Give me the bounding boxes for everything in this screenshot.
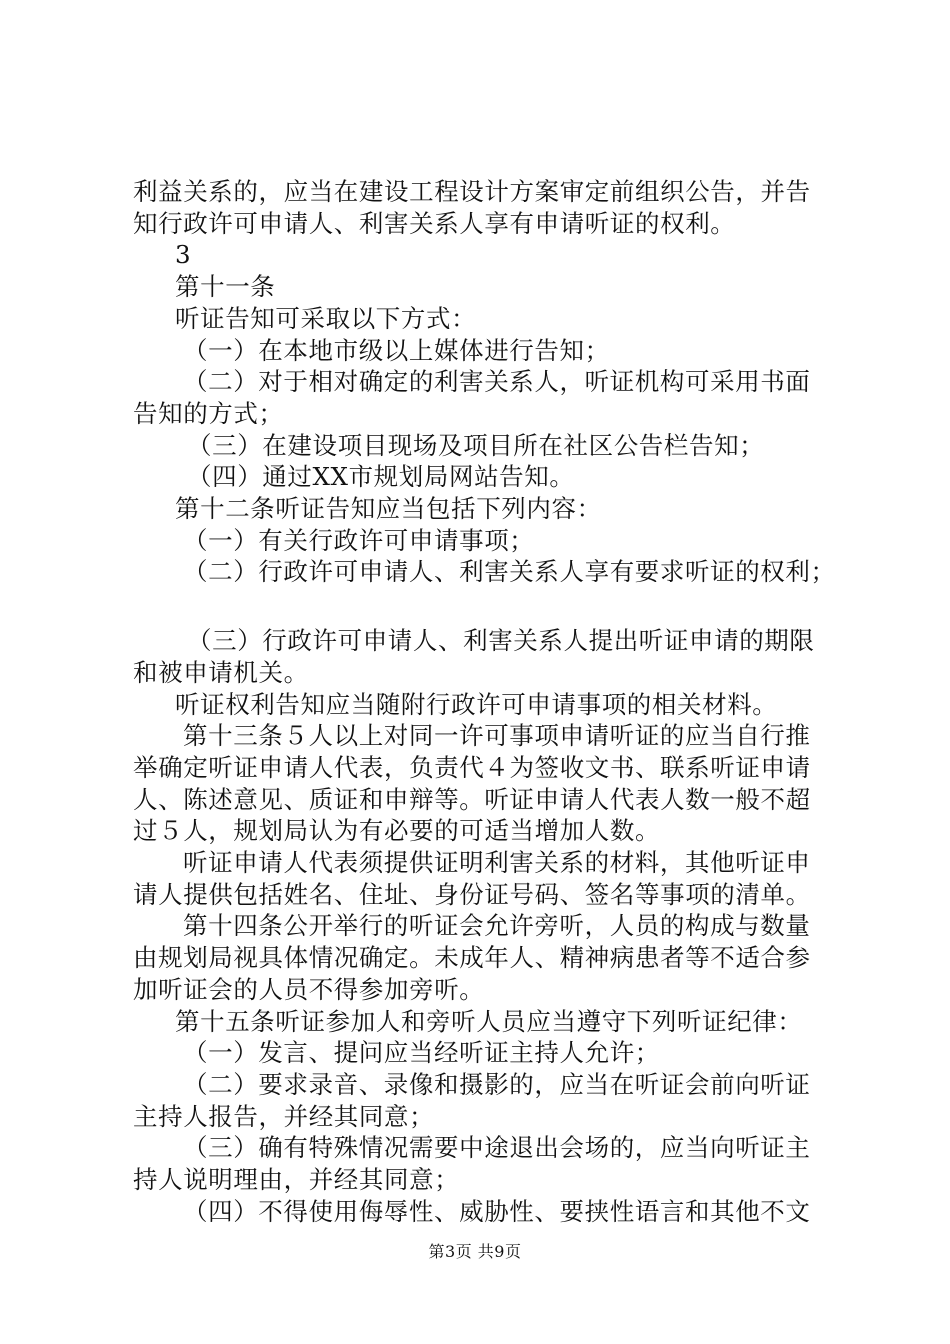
list-item: （三）在建设项目现场及项目所在社区公告栏告知；	[187, 430, 765, 460]
article-heading: 第十一条	[175, 272, 276, 302]
page-number-inline: 3	[175, 240, 192, 270]
list-item: （二）要求录音、录像和摄影的，应当在听证会前向听证	[183, 1069, 811, 1099]
text-line: 人、陈述意见、质证和申辩等。听证申请人代表人数一般不超	[133, 784, 811, 814]
article-heading: 第十五条听证参加人和旁听人员应当遵守下列听证纪律：	[175, 1006, 803, 1036]
list-item: （一）有关行政许可申请事项；	[183, 525, 535, 555]
text-line: 知行政许可申请人、利害关系人享有申请听证的权利。	[133, 208, 736, 238]
article-heading: 第十二条听证告知应当包括下列内容：	[175, 494, 602, 524]
list-item: （一）发言、提问应当经听证主持人允许；	[183, 1038, 660, 1068]
text-line: 听证权利告知应当随附行政许可申请事项的相关材料。	[175, 689, 778, 719]
text-line: 请人提供包括姓名、住址、身份证号码、签名等事项的清单。	[133, 879, 811, 909]
text-line: 听证申请人代表须提供证明利害关系的材料，其他听证申	[183, 848, 811, 878]
document-body	[133, 176, 853, 1228]
article-paragraph: 第十四条公开举行的听证会允许旁听，人员的构成与数量	[183, 911, 811, 941]
text-line: 利益关系的，应当在建设工程设计方案审定前组织公告，并告	[133, 177, 811, 206]
page-footer: 第3页 共9页	[428, 1242, 522, 1261]
text-line: 过５人，规划局认为有必要的可适当增加人数。	[133, 816, 661, 846]
text-line: 由规划局视具体情况确定。未成年人、精神病患者等不适合参	[133, 943, 811, 973]
paragraph-gap	[133, 588, 853, 625]
list-item: （三）行政许可申请人、利害关系人提出听证申请的期限	[187, 626, 815, 656]
list-item: （一）在本地市级以上媒体进行告知；	[183, 335, 610, 365]
list-item: （二）行政许可申请人、利害关系人享有要求听证的权利；	[183, 557, 836, 587]
list-item: （四）不得使用侮辱性、威胁性、要挟性语言和其他不文	[183, 1196, 811, 1226]
text-line: 持人说明理由，并经其同意；	[133, 1165, 460, 1195]
text-line: 听证告知可采取以下方式：	[175, 303, 477, 333]
text-line: 加听证会的人员不得参加旁听。	[133, 974, 485, 1004]
list-item: （二）对于相对确定的利害关系人，听证机构可采用书面	[183, 367, 811, 397]
text-line: 告知的方式；	[133, 398, 284, 428]
text-line: 主持人报告，并经其同意；	[133, 1101, 435, 1131]
list-item: （四）通过XX市规划局网站告知。	[187, 462, 575, 492]
list-item: （三）确有特殊情况需要中途退出会场的，应当向听证主	[183, 1133, 811, 1163]
text-line: 举确定听证申请人代表，负责代４为签收文书、联系听证申请	[133, 752, 811, 782]
article-paragraph: 第十三条５人以上对同一许可事项申请听证的应当自行推	[183, 721, 811, 751]
text-line: 和被申请机关。	[133, 657, 309, 687]
